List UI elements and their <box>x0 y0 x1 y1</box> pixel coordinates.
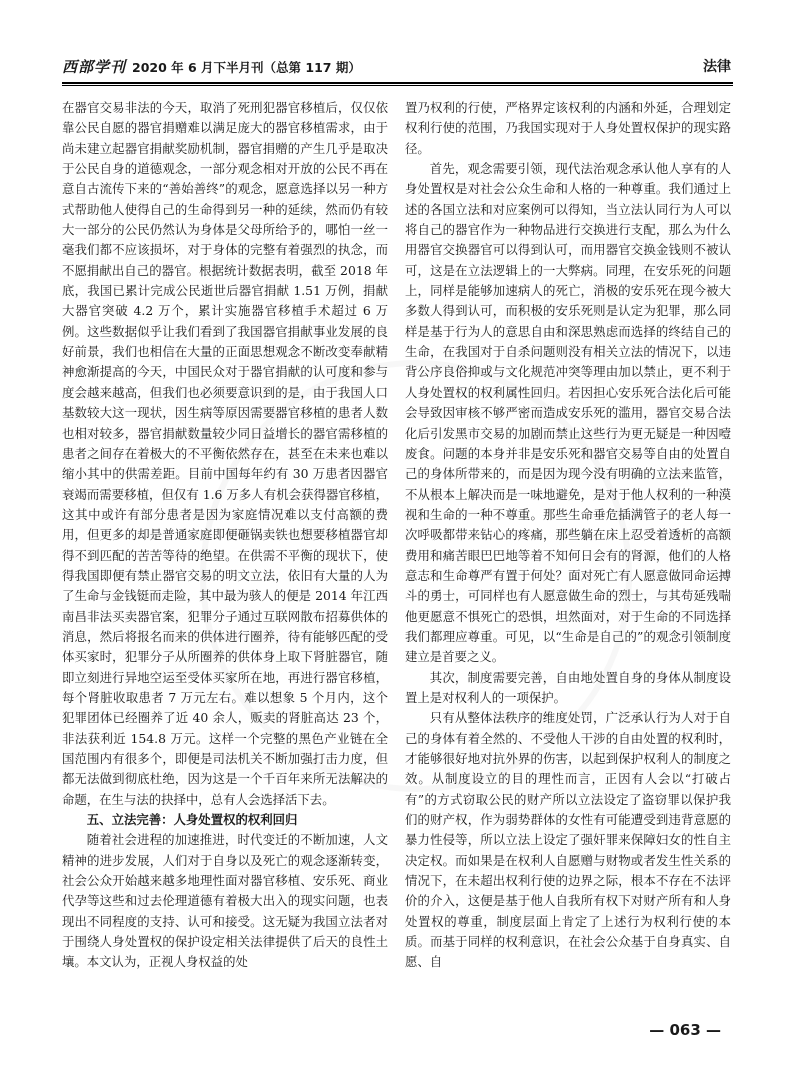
paragraph: 只有从整体法秩序的维度处罚，广泛承认行为人对于自己的身体有着全然的、不受他人干涉的自由处置的权利时，才能够很好地对抗外界的伤害，以起到保护权利人的制度之效。从制度设立的目的理性而言，正因有人会以“打破占有”的方式窃取公民的财产所以立法设定了盗窃罪以保护我们的财产权，作为弱势群体的女性有可能遭受到违背意愿的暴力性侵等，所以立法上设定了强奸罪来保障妇女的性自主决定权。而如果是在权利人自愿赠与财物或者发生性关系的情况下，在未超出权利行使的边界之际，根本不存在不法评价的介入，这便是基于他人自我所有权下对财产所有和人身处置权的尊重，制度层面上肯定了上述行为权利行使的本质。而基于同样的权利意识，在社会公众基于自身真实、自愿、自 <box>405 710 731 970</box>
paragraph: 随着社会进程的加速推进，时代变迁的不断加速，人文精神的进步发展，人们对于自身以及死亡的观念逐渐转变，社会公众开始越来越多地理性面对器官移植、安乐死、商业代孕等这些和过去伦理道德有着极大出入的现实问题，也表现出不同程度的支持、认可和接受。这无疑为我国立法者对于围绕人身处置权的保护设定相关法律提供了后天的良性土壤。本文认为，正视人身权益的处 <box>62 832 388 970</box>
section-label: 法律 <box>703 59 731 75</box>
running-header <box>62 56 733 80</box>
header-rule <box>62 82 733 84</box>
section-heading: 五、立法完善：人身处置权的权利回归 <box>86 812 298 828</box>
right-column <box>405 98 731 973</box>
page-number: — 063 — <box>649 1021 721 1039</box>
journal-logo: 西部学刊 <box>62 58 127 76</box>
header-rule-thin <box>62 85 733 86</box>
paragraph: 置乃权利的行使，严格界定该权利的内涵和外延，合理划定权利行使的范围，乃我国实现对于人身处置权保护的现实路径。 <box>405 100 731 156</box>
left-column <box>62 98 388 973</box>
paragraph: 在器官交易非法的今天，取消了死刑犯器官移植后，仅仅依靠公民自愿的器官捐赠难以满足庞大的器官移植需求，由于尚未建立起器官捐献奖励机制，器官捐赠的产生几乎是取决于公民自身的道德观念，一部分观念相对开放的公民不再在意自古流传下来的“善始善终”的观念，愿意选择以另一种方式帮助他人使得自己的生命得到另一种的延续，然而仍有较大一部分的公民仍然认为身体是父母所给予的，哪怕一丝一毫我们都不应该损坏，对于身体的完整有着强烈的执念，而不愿捐献出自己的器官。根据统计数据表明，截至 2018 年底，我国已累计完成公民逝世后器官捐献 1.51 万例，捐献大器官突破 4.2 万个，累计实施器官移植手术超过 6 万例。这些数据似乎让我们看到了我国器官捐献事业发展的良好前景，我们也相信在大量的正面思想观念不断改变奉献精神愈渐提高的今天，中国民众对于器官捐献的认可度和参与度会越来越高，但我们也必须要意识到的是，由于我国人口基数较大这一现状，因生病等原因需要器官移植的患者人数也相对较多，器官捐献数量较少同日益增长的器官需移植的患者之间存在着极大的不平衡依然存在，甚至在未来也难以缩小其中的供需差距。目前中国每年约有 30 万患者因器官衰竭而需要移植，但仅有 1.6 万多人有机会获得器官移植，这其中或许有部分患者是因为家庭情况难以支付高额的费用，但更多的却是普通家庭即便砸锅卖铁也想要移植器官却得不到匹配的苦苦等待的绝望。在供需不平衡的现状下，使得我国即便有禁止器官交易的明文立法，依旧有大量的人为了生命与金钱铤而走险，其中最为骇人的便是 2014 年江西南昌非法买卖器官案，犯罪分子通过互联网散布招募供体的消息，然后将报名而来的供体进行圈养，待有能够匹配的受体买家时，犯罪分子从所圈养的供体身上取下肾脏器官，随即立刻进行异地空运至受体买家所在地，再进行器官移植，每个肾脏收取患者 7 万元左右。难以想象 5 个月内，这个犯罪团体已经圈养了近 40 余人，贩卖的肾脏高达 23 个，非法获利近 154.8 万元。这样一个完整的黑色产业链在全国范围内有很多个，即便是司法机关不断加强打击力度，但都无法做到彻底杜绝，因为这是一个千百年来所无法解决的命题，在生与法的抉择中，总有人会选择活下去。 <box>62 100 388 807</box>
paragraph: 其次，制度需要完善，自由地处置自身的身体从制度设置上是对权利人的一项保护。 <box>405 669 731 705</box>
issue-info: 2020 年 6 月下半月刊（总第 117 期） <box>132 60 361 75</box>
paragraph: 首先，观念需要引领，现代法治观念承认他人享有的人身处置权是对社会公众生命和人格的一种尊重。我们通过上述的各国立法和对应案例可以得知，当立法认同行为人可以将自己的器官作为一种物品进行交换进行支配，那么为什么用器官交换器官可以得到认可，而用器官交换金钱则不被认可，这是在立法逻辑上的一大弊病。同理，在安乐死的问题上，同样是能够加速病人的死亡，消极的安乐死在现今被大多数人得到认可，而积极的安乐死则是认定为犯罪，那么同样是基于行为人的意思自由和深思熟虑而选择的终结自己的生命，在我国对于自杀问题则没有相关立法的情况下，以违背公序良俗抑或与文化规范冲突等理由加以禁止，更不利于人身处置权的权利属性回归。若因担心安乐死合法化后可能会导致因审核不够严密而造成安乐死的滥用，器官交易合法化后引发黑市交易的加剧而禁止这些行为更无疑是一种因噎废食。问题的本身并非是安乐死和器官交易等自由的处置自己的身体所带来的，而是因为现今没有明确的立法来监管，不从根本上解决而是一味地避免，是对于他人权利的一种漠视和生命的一种不尊重。那些生命垂危插满管子的老人每一次呼吸都带来钻心的疼痛，那些躺在床上忍受着透析的高额费用和痛苦眼巴巴地等着不知何日会有的肾源，他们的人格意志和生命尊严有置于何处？面对死亡有人愿意做同命运搏斗的勇士，可同样也有人愿意做生命的烈士，与其苟延残喘他更愿意不惧死亡的恐惧，坦然面对，对于生命的不同选择我们都理应尊重。可见，以“生命是自己的”的观念引领制度建立是首要之义。 <box>405 161 731 665</box>
